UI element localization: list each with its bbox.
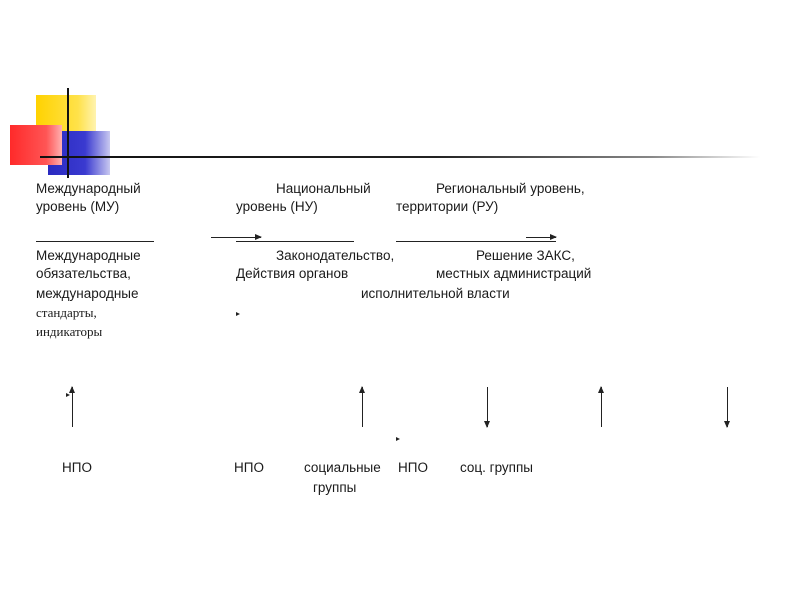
actor-social-groups-line1: социальные xyxy=(304,460,381,475)
rule-international xyxy=(36,241,154,242)
rule-regional xyxy=(396,241,556,242)
actor-npo-1: НПО xyxy=(62,460,92,475)
arrow-up-regional xyxy=(601,387,602,427)
level-national-line1: Национальный xyxy=(276,181,371,196)
red-square xyxy=(10,125,62,165)
arrow-down-national xyxy=(487,387,488,427)
marker-3 xyxy=(396,437,400,441)
marker-1 xyxy=(236,312,240,316)
instrument-international-4: стандарты, xyxy=(36,305,97,320)
instrument-regional-1: Решение ЗАКС, xyxy=(476,248,575,263)
instrument-national-2: Действия органов xyxy=(236,266,349,281)
rule-national xyxy=(236,241,354,242)
actor-soc-groups: соц. группы xyxy=(460,460,533,475)
level-international-line2: уровень (МУ) xyxy=(36,199,120,214)
actor-npo-3: НПО xyxy=(398,460,428,475)
instrument-national-3: исполнительной власти xyxy=(361,286,510,301)
arrow-up-national xyxy=(362,387,363,427)
level-international-line1: Международный xyxy=(36,181,141,196)
level-regional-line2: территории (РУ) xyxy=(396,199,499,214)
instrument-regional-2: местных администраций xyxy=(436,266,592,281)
actor-social-groups-line2: группы xyxy=(313,480,357,495)
arrow-down-regional xyxy=(727,387,728,427)
instrument-international-5: индикаторы xyxy=(36,324,103,339)
arrow-international-to-national xyxy=(211,237,261,238)
marker-2 xyxy=(66,393,70,397)
arrow-up-international xyxy=(72,387,73,427)
arrow-national-to-regional xyxy=(526,237,556,238)
vertical-accent-line xyxy=(67,88,69,178)
instrument-international-1: Международные xyxy=(36,248,141,263)
level-national-line2: уровень (НУ) xyxy=(236,199,318,214)
horizontal-accent-line xyxy=(40,156,760,158)
instrument-international-2: обязательства, xyxy=(36,266,131,281)
instrument-national-1: Законодательство, xyxy=(276,248,395,263)
actor-npo-2: НПО xyxy=(234,460,264,475)
instrument-international-3: международные xyxy=(36,286,139,301)
level-regional-line1: Региональный уровень, xyxy=(436,181,585,196)
